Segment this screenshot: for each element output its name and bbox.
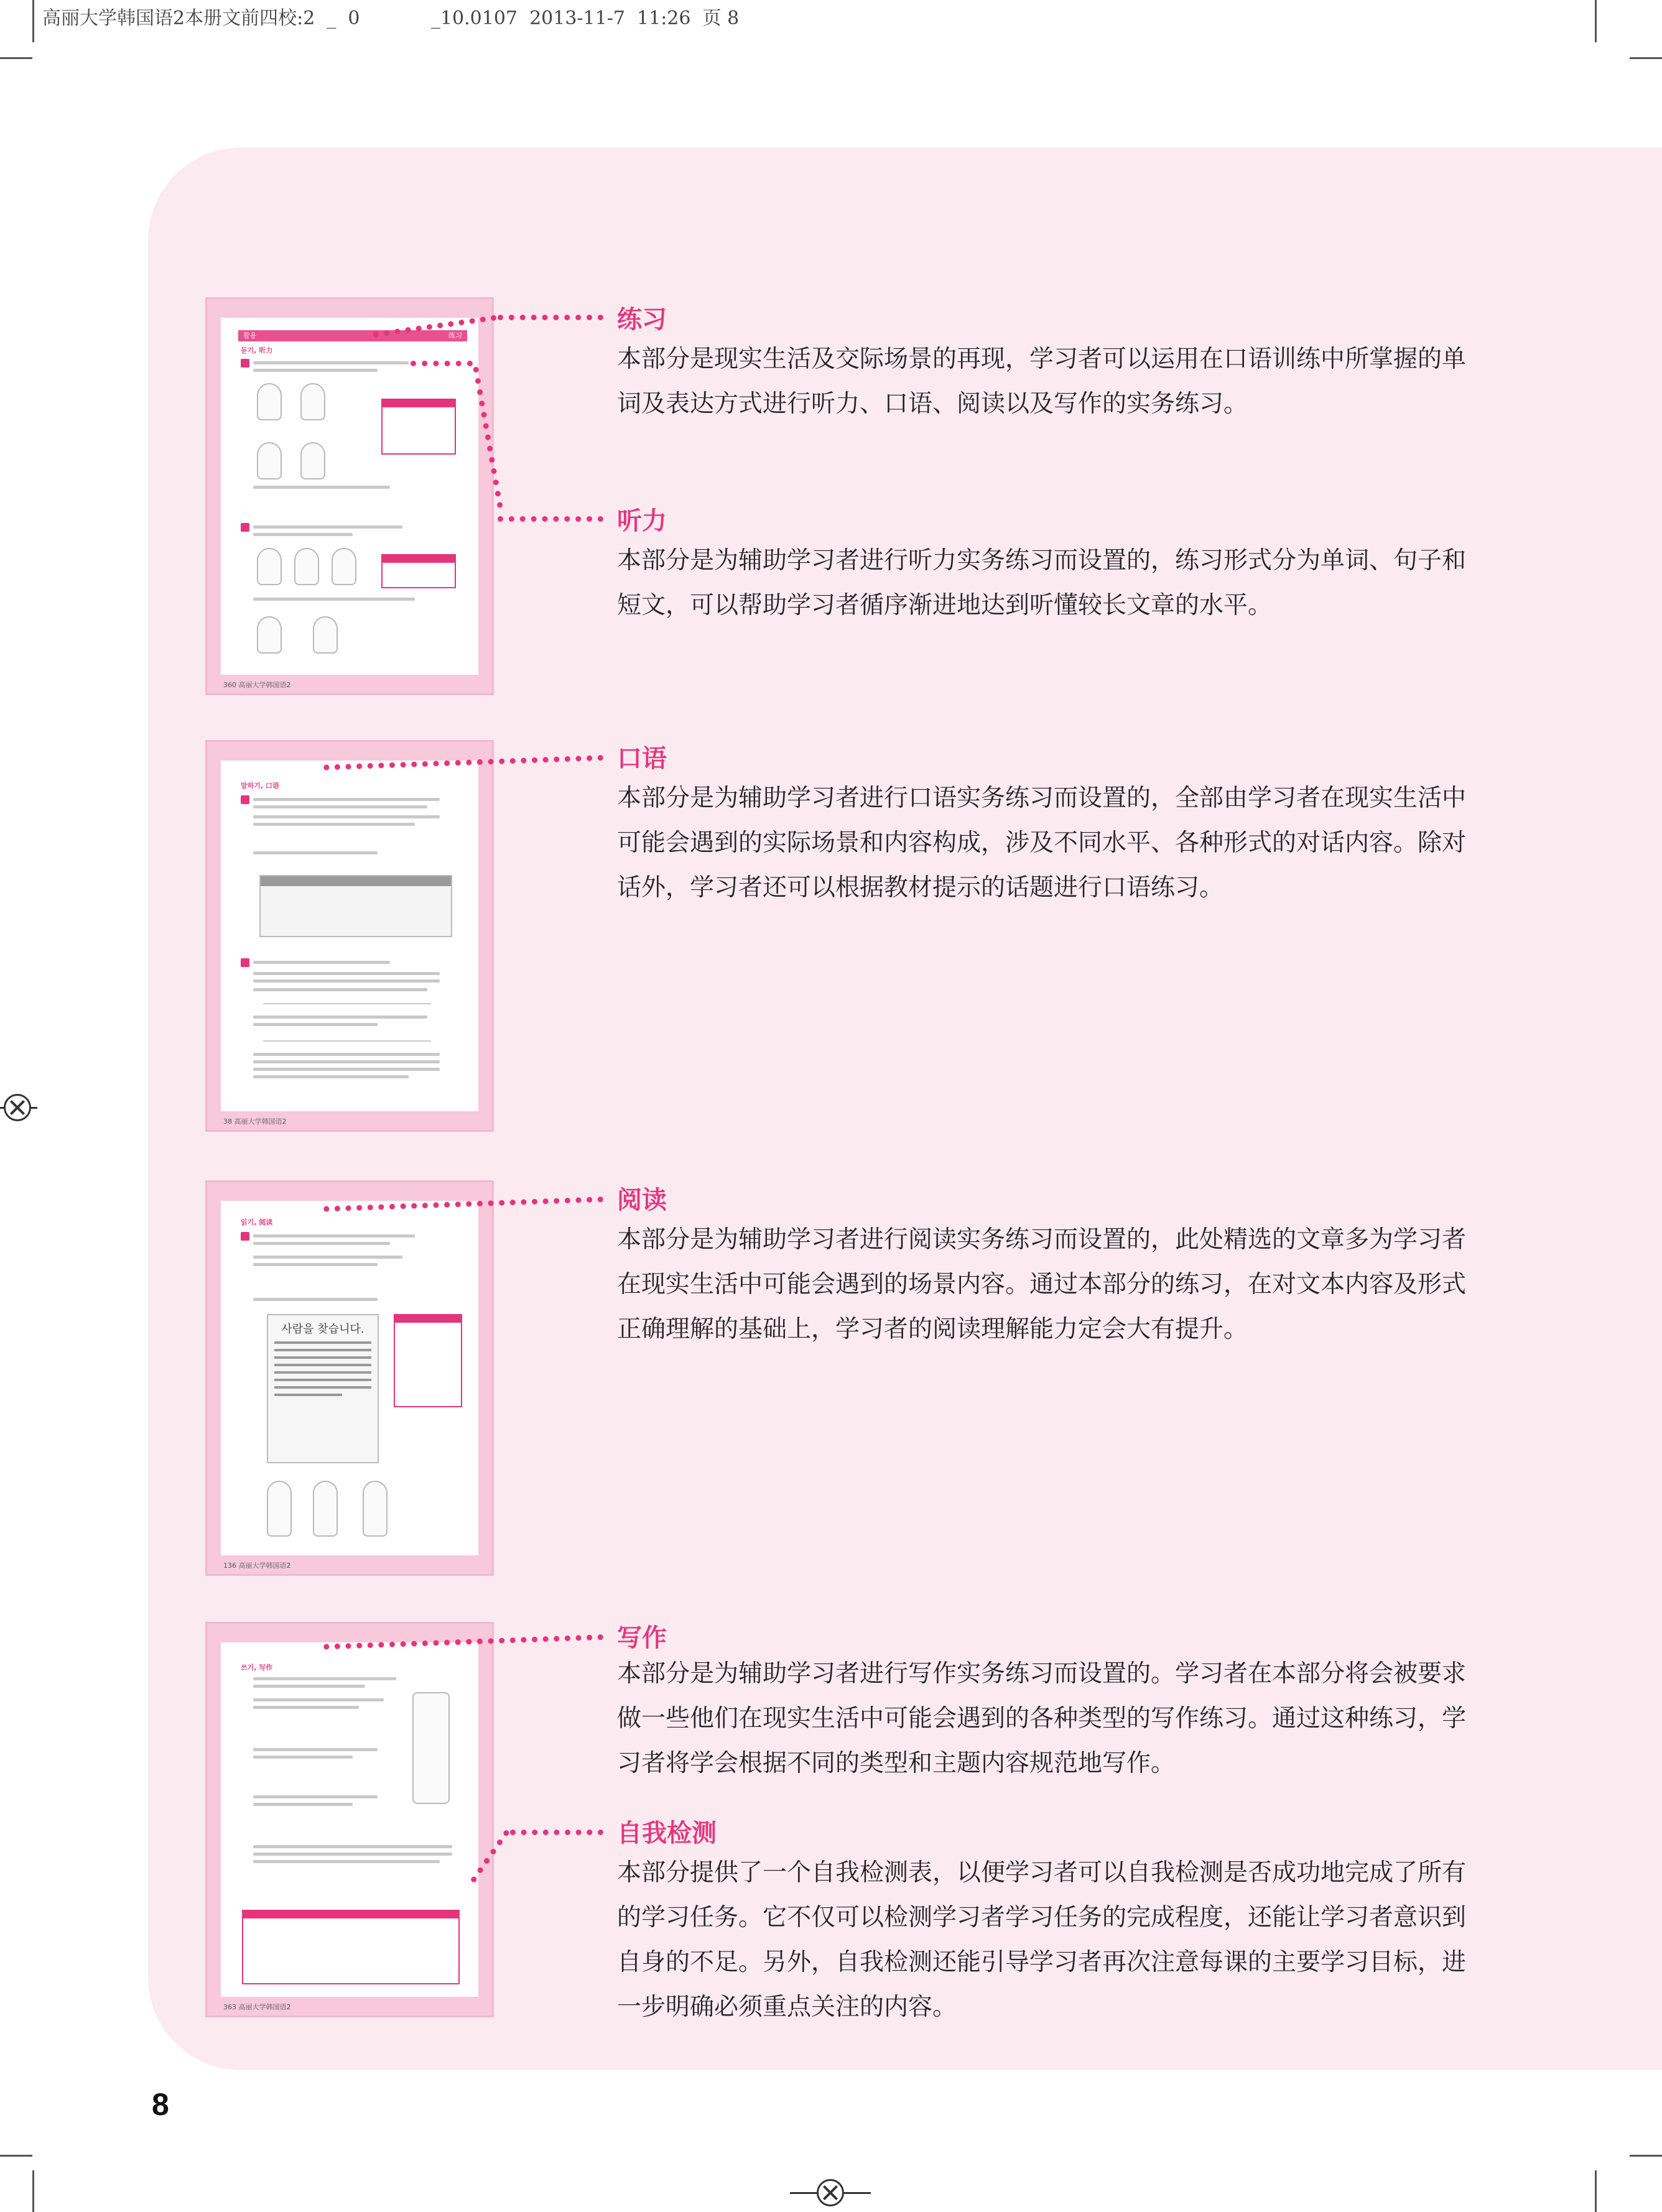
- leader-line: [498, 516, 603, 522]
- crop-mark: [1595, 0, 1597, 42]
- section-title-self-check: 自我检测: [617, 1819, 717, 1848]
- registration-mark-icon: [4, 1094, 31, 1121]
- section-body-listening: 本部分是为辅助学习者进行听力实务练习而设置的，练习形式分为单词、句子和短文，可以帮助学习者循序渐进地达到听懂较长文章的水平。: [617, 547, 1467, 619]
- section-title-practice: 练习: [617, 305, 667, 334]
- leader-line: [411, 361, 473, 366]
- thumbnail-title-bar: 활용 练习: [238, 330, 467, 341]
- thumbnail-section-label: 읽기, 阅读: [241, 1218, 273, 1226]
- section-title-listening: 听力: [617, 507, 667, 535]
- section-body-practice: 本部分是现实生活及交际场景的再现，学习者可以运用在口语训练中所掌握的单词及表达方式进行听力、口语、阅读以及写作的实务练习。: [617, 345, 1467, 418]
- section-title-writing: 写作: [617, 1624, 667, 1652]
- crop-mark: [1630, 57, 1662, 59]
- section-title-reading: 阅读: [617, 1186, 667, 1215]
- print-header: 高丽大学韩国语2本册文前四校:2 _ 0 _10.0107 2013-11-7 11:26 页 8: [42, 7, 740, 29]
- page-number: 8: [152, 2087, 169, 2122]
- thumbnail-section-label: 듣기, 听力: [241, 346, 273, 354]
- crop-mark: [0, 2155, 32, 2157]
- thumbnail-section-label: 쓰기, 写作: [241, 1664, 273, 1672]
- thumbnail-page-number: 363 高丽大学韩国语2: [223, 2003, 291, 2011]
- thumbnail-practice-page: [205, 297, 494, 695]
- thumbnail-writing-page: [205, 1622, 494, 2017]
- registration-mark-icon: [817, 2179, 844, 2206]
- crop-mark: [32, 2170, 34, 2212]
- self-check-table: [242, 1910, 460, 1984]
- crop-mark: [32, 0, 34, 42]
- crop-mark: [1630, 2155, 1662, 2157]
- thumbnail-page-number: 360 高丽大学韩国语2: [223, 681, 291, 689]
- thumbnail-page-number: 136 高丽大学韩国语2: [223, 1562, 291, 1570]
- leader-line: [510, 1830, 603, 1835]
- handwritten-notice: 사람을 찾습니다.: [267, 1314, 379, 1463]
- thumbnail-section-label: 말하기, 口语: [241, 782, 279, 790]
- section-body-self-check: 本部分提供了一个自我检测表，以便学习者可以自我检测是否成功地完成了所有的学习任务。它不仅可以检测学习者学习任务的完成程度，还能让学习者意识到自身的不足。另外，自我检测还能引导学习者再次注意每课的主要学习目标，进一步明确必须重点关注的内容。: [617, 1859, 1467, 2021]
- section-body-reading: 本部分是为辅助学习者进行阅读实务练习而设置的，此处精选的文章多为学习者在现实生活中可能会遇到的场景内容。通过本部分的练习，在对文本内容及形式正确理解的基础上，学习者的阅读理解能力定会大有提升。: [617, 1226, 1467, 1343]
- crop-mark: [1595, 2170, 1597, 2212]
- leader-line: [498, 315, 603, 320]
- section-body-writing: 本部分是为辅助学习者进行写作实务练习而设置的。学习者在本部分将会被要求做一些他们在现实生活中可能会遇到的各种类型的写作练习。通过这种练习，学习者将学会根据不同的类型和主题内容规范地写作。: [617, 1660, 1467, 1777]
- thumbnail-page-number: 38 高丽大学韩国语2: [223, 1118, 287, 1126]
- thumbnail-speaking-page: [205, 740, 494, 1132]
- section-title-speaking: 口语: [617, 744, 667, 773]
- thumbnail-reading-page: [205, 1180, 494, 1576]
- crop-mark: [0, 57, 32, 59]
- section-body-speaking: 本部分是为辅助学习者进行口语实务练习而设置的，全部由学习者在现实生活中可能会遇到的实际场景和内容构成，涉及不同水平、各种形式的对话内容。除对话外，学习者还可以根据教材提示的话题进行口语练习。: [617, 784, 1467, 902]
